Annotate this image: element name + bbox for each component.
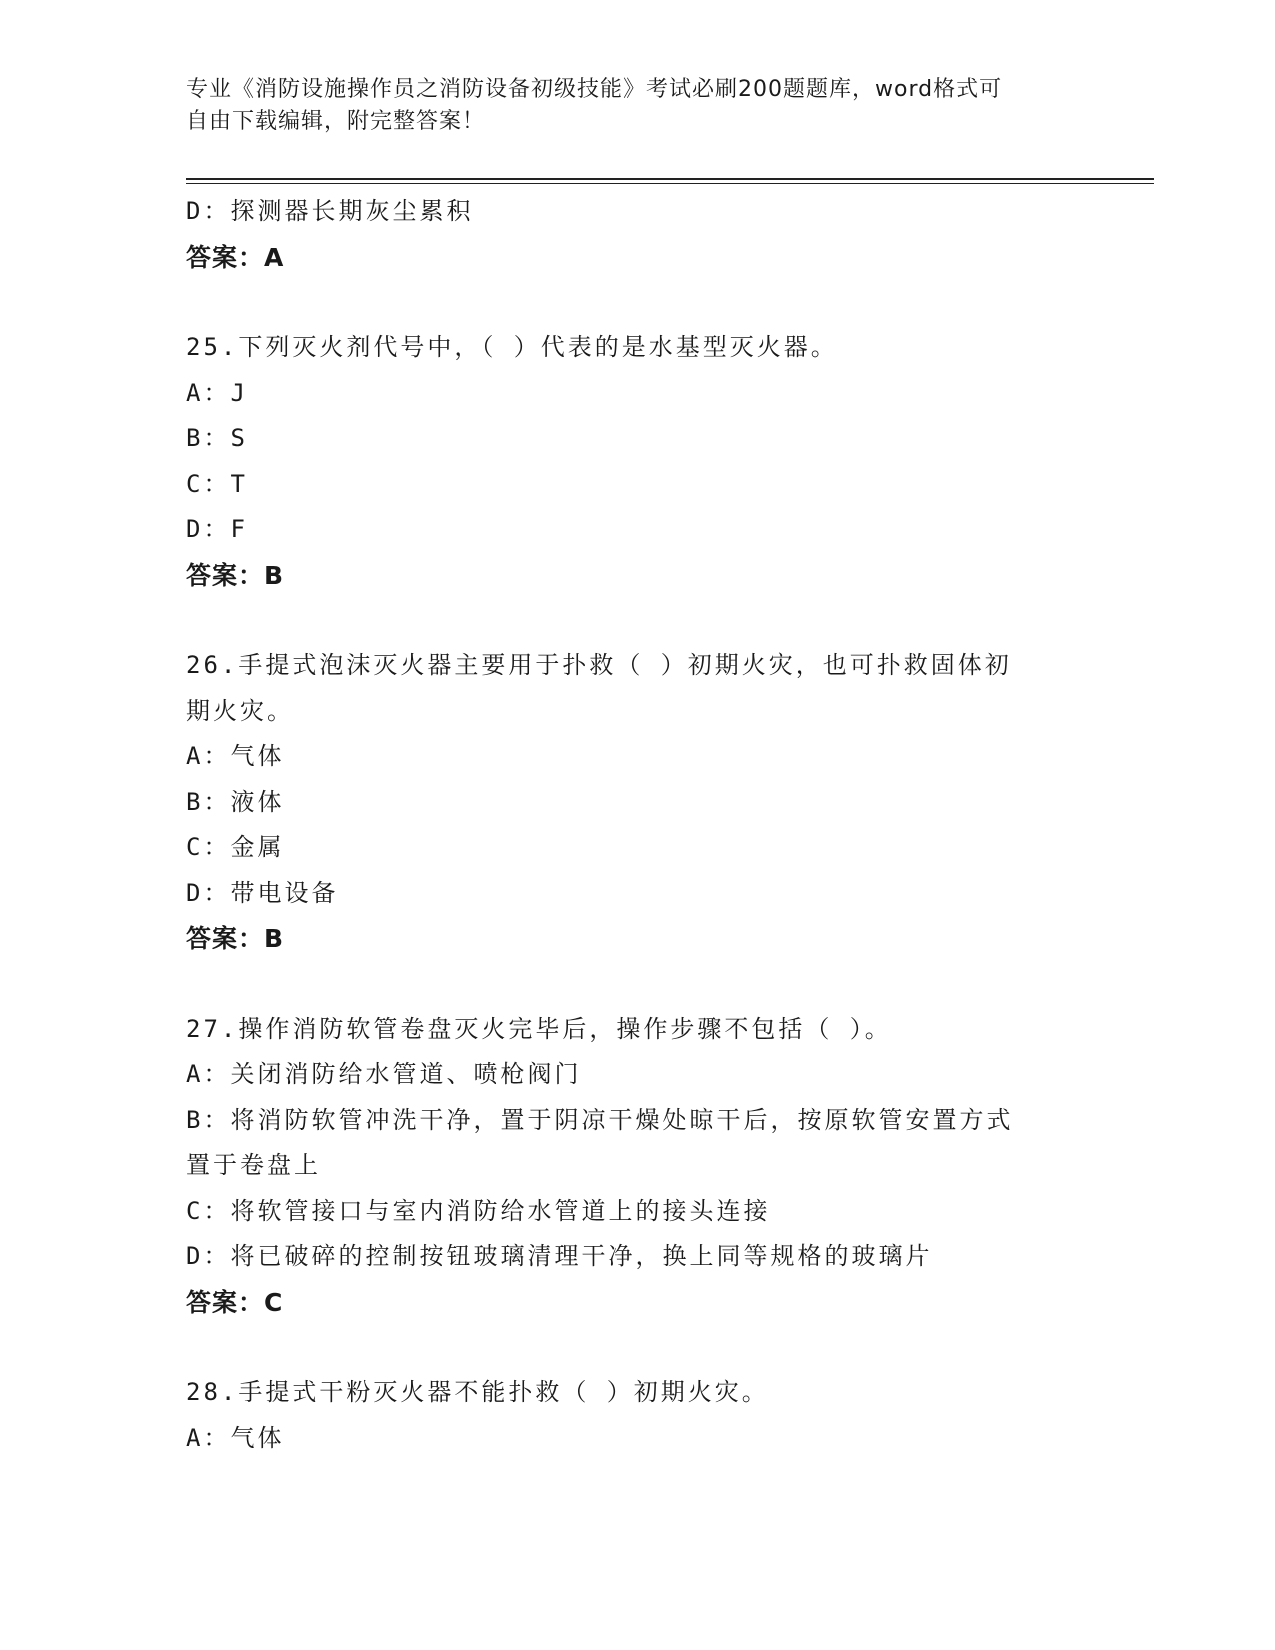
option-c: C：金属 — [186, 833, 285, 861]
option-d: D：探测器长期灰尘累积 — [186, 197, 474, 225]
question-block-26 — [186, 643, 1086, 962]
option-d: D：将已破碎的控制按钮玻璃清理干净，换上同等规格的玻璃片 — [186, 1242, 933, 1270]
header-title-line-1: 专业《消防设施操作员之消防设备初级技能》考试必刷200题题库，word格式可 — [186, 77, 1003, 102]
question-block-28 — [186, 1370, 1086, 1461]
option-a: A：J — [186, 378, 248, 407]
question-block-24 — [186, 189, 1086, 280]
answer-line: 答案：A — [186, 242, 285, 272]
option-d: D：带电设备 — [186, 878, 339, 907]
header-divider — [186, 178, 1154, 180]
option-b: B：S — [186, 424, 248, 452]
question-stem: 28.手提式干粉灭火器不能扑救（ ）初期火灾。 — [186, 1378, 769, 1406]
header-divider-thin — [186, 183, 1154, 184]
option-d: D：F — [186, 515, 248, 543]
header-title-line-2: 自由下载编辑，附完整答案！ — [186, 109, 486, 134]
question-block-27 — [186, 1007, 1086, 1326]
question-stem: 26.手提式泡沫灭火器主要用于扑救（ ）初期火灾，也可扑救固体初 — [186, 651, 1012, 679]
option-c: C：将软管接口与室内消防给水管道上的接头连接 — [186, 1196, 771, 1225]
question-stem-continued: 期火灾。 — [186, 696, 294, 725]
question-block-25 — [186, 325, 1086, 598]
question-list — [186, 189, 1086, 1461]
document-header — [186, 74, 1086, 138]
option-b: B：将消防软管冲洗干净，置于阴凉干燥处晾干后，按原软管安置方式 — [186, 1105, 1014, 1134]
answer-line: 答案：C — [186, 1287, 284, 1317]
option-b-continued: 置于卷盘上 — [186, 1151, 321, 1179]
option-a: A：气体 — [186, 1423, 285, 1452]
option-c: C：T — [186, 469, 248, 498]
question-stem: 25.下列灭火剂代号中，（ ）代表的是水基型灭火器。 — [186, 333, 838, 361]
answer-line: 答案：B — [186, 924, 285, 953]
question-stem: 27.操作消防软管卷盘灭火完毕后，操作步骤不包括（ ）。 — [186, 1014, 892, 1043]
option-a: A：关闭消防给水管道、喷枪阀门 — [186, 1060, 582, 1088]
option-b: B：液体 — [186, 787, 285, 816]
option-a: A：气体 — [186, 742, 285, 770]
answer-line: 答案：B — [186, 560, 285, 590]
